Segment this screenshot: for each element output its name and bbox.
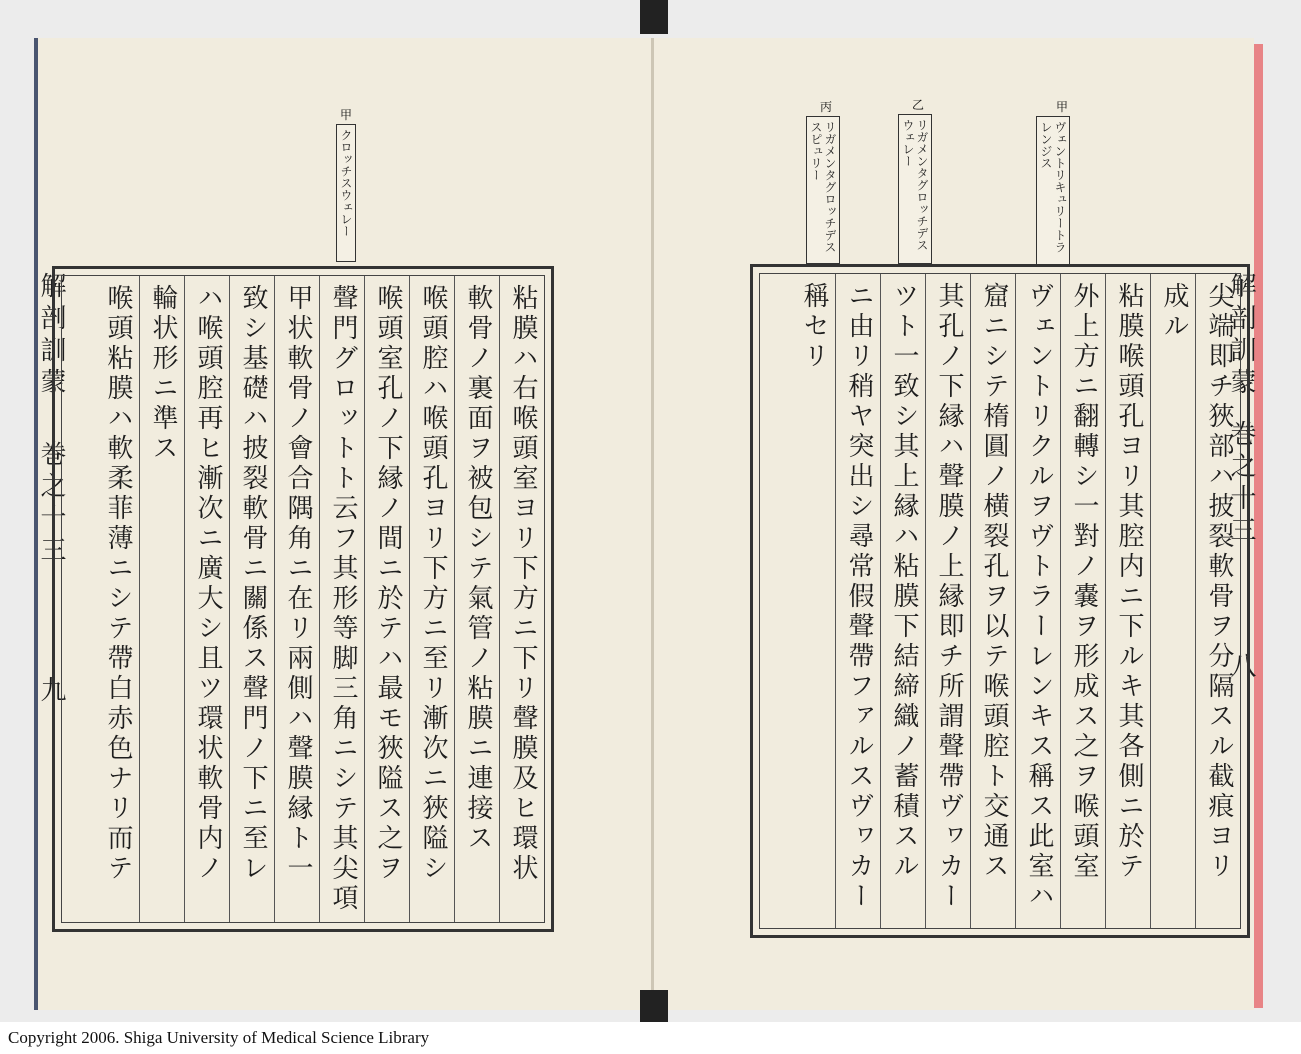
column-divider: [1015, 274, 1016, 928]
text-column: 甲状軟骨ノ會合隅角ニ在リ兩側ハ聲膜縁ト一: [283, 284, 313, 884]
left-text-frame: [52, 266, 554, 932]
text-column: 稱セリ: [799, 282, 829, 372]
column-divider: [970, 274, 971, 928]
folio-number: 九: [36, 676, 66, 708]
text-column: ニ由リ稍ヤ突出シ尋常假聲帶ファルスヴヮカー: [844, 282, 874, 912]
spine-binding-top: [640, 0, 668, 34]
column-divider: [880, 274, 881, 928]
column-divider: [1060, 274, 1061, 928]
text-column: 喉頭腔ハ喉頭孔ヨリ下方ニ至リ漸次ニ狹隘シ: [418, 284, 448, 884]
text-column: 粘膜喉頭孔ヨリ其腔内ニ下ルキ其各側ニ於テ: [1114, 282, 1144, 882]
column-divider: [1150, 274, 1151, 928]
column-divider: [454, 276, 455, 922]
margin-title: 解剖訓蒙: [1226, 272, 1256, 400]
volume-label: 巻之十三: [36, 440, 66, 568]
gloss-label: リガメンタグロッチデスウェレー: [898, 114, 932, 264]
column-divider: [364, 276, 365, 922]
text-column: 輪状形ニ準ス: [148, 284, 178, 464]
text-column: 喉頭粘膜ハ軟柔菲薄ニシテ帶白赤色ナリ而テ: [103, 284, 133, 884]
column-divider: [229, 276, 230, 922]
column-divider: [1195, 274, 1196, 928]
column-divider: [499, 276, 500, 922]
column-divider: [925, 274, 926, 928]
gloss-marker: 丙: [820, 100, 833, 114]
volume-label: 巻之十三: [1226, 420, 1256, 548]
gloss-label: クロッチスウェレー: [336, 124, 356, 262]
spine-binding-bottom: [640, 990, 668, 1022]
gloss-marker: 甲: [340, 108, 353, 122]
column-divider: [319, 276, 320, 922]
text-column: ヴェントリクルヲヴトラーレンキス稱ス此室ハ: [1024, 282, 1054, 912]
column-divider: [1105, 274, 1106, 928]
text-column: 軟骨ノ裏面ヲ被包シテ氣管ノ粘膜ニ連接ス: [463, 284, 493, 854]
column-divider: [139, 276, 140, 922]
gloss-marker: 乙: [912, 98, 925, 112]
copyright-notice: Copyright 2006. Shiga University of Medical Science Library: [8, 1028, 430, 1047]
right-text-frame: [750, 264, 1250, 938]
text-column: 外上方ニ翻轉シ一對ノ嚢ヲ形成ス之ヲ喉頭室: [1069, 282, 1099, 882]
folio-number: 八: [1226, 652, 1256, 684]
gloss-label: ヴェントリキュリートラレンジス: [1036, 116, 1070, 266]
column-divider: [274, 276, 275, 922]
text-column: 致シ基礎ハ披裂軟骨ニ關係ス聲門ノ下ニ至レ: [238, 284, 268, 884]
text-column: 聲門グロットト云フ其形等脚三角ニシテ其尖項: [328, 284, 358, 914]
column-divider: [409, 276, 410, 922]
text-column: 其孔ノ下縁ハ聲膜ノ上縁即チ所謂聲帶ヴヮカー: [934, 282, 964, 912]
gloss-marker: 甲: [1056, 100, 1069, 114]
text-column: ツト一致シ其上縁ハ粘膜下結締織ノ蓄積スル: [889, 282, 919, 882]
text-column: 粘膜ハ右喉頭室ヨリ下方ニ下リ聲膜及ヒ環状: [508, 284, 538, 884]
gloss-label: リガメンタグロッチデススピュリー: [806, 116, 840, 264]
text-column: 成ル: [1159, 282, 1189, 342]
text-column: 窟ニシテ楕圓ノ横裂孔ヲ以テ喉頭腔ト交通ス: [979, 282, 1009, 882]
column-divider: [184, 276, 185, 922]
column-divider: [835, 274, 836, 928]
margin-title: 解剖訓蒙: [36, 272, 66, 400]
text-column: 尖端即チ狹部ハ披裂軟骨ヲ分隔スル截痕ヨリ: [1204, 282, 1234, 882]
text-column: ハ喉頭腔再ヒ漸次ニ廣大シ且ツ環状軟骨内ノ: [193, 284, 223, 884]
text-column: 喉頭室孔ノ下縁ノ間ニ於テハ最モ狹隘ス之ヲ: [373, 284, 403, 884]
